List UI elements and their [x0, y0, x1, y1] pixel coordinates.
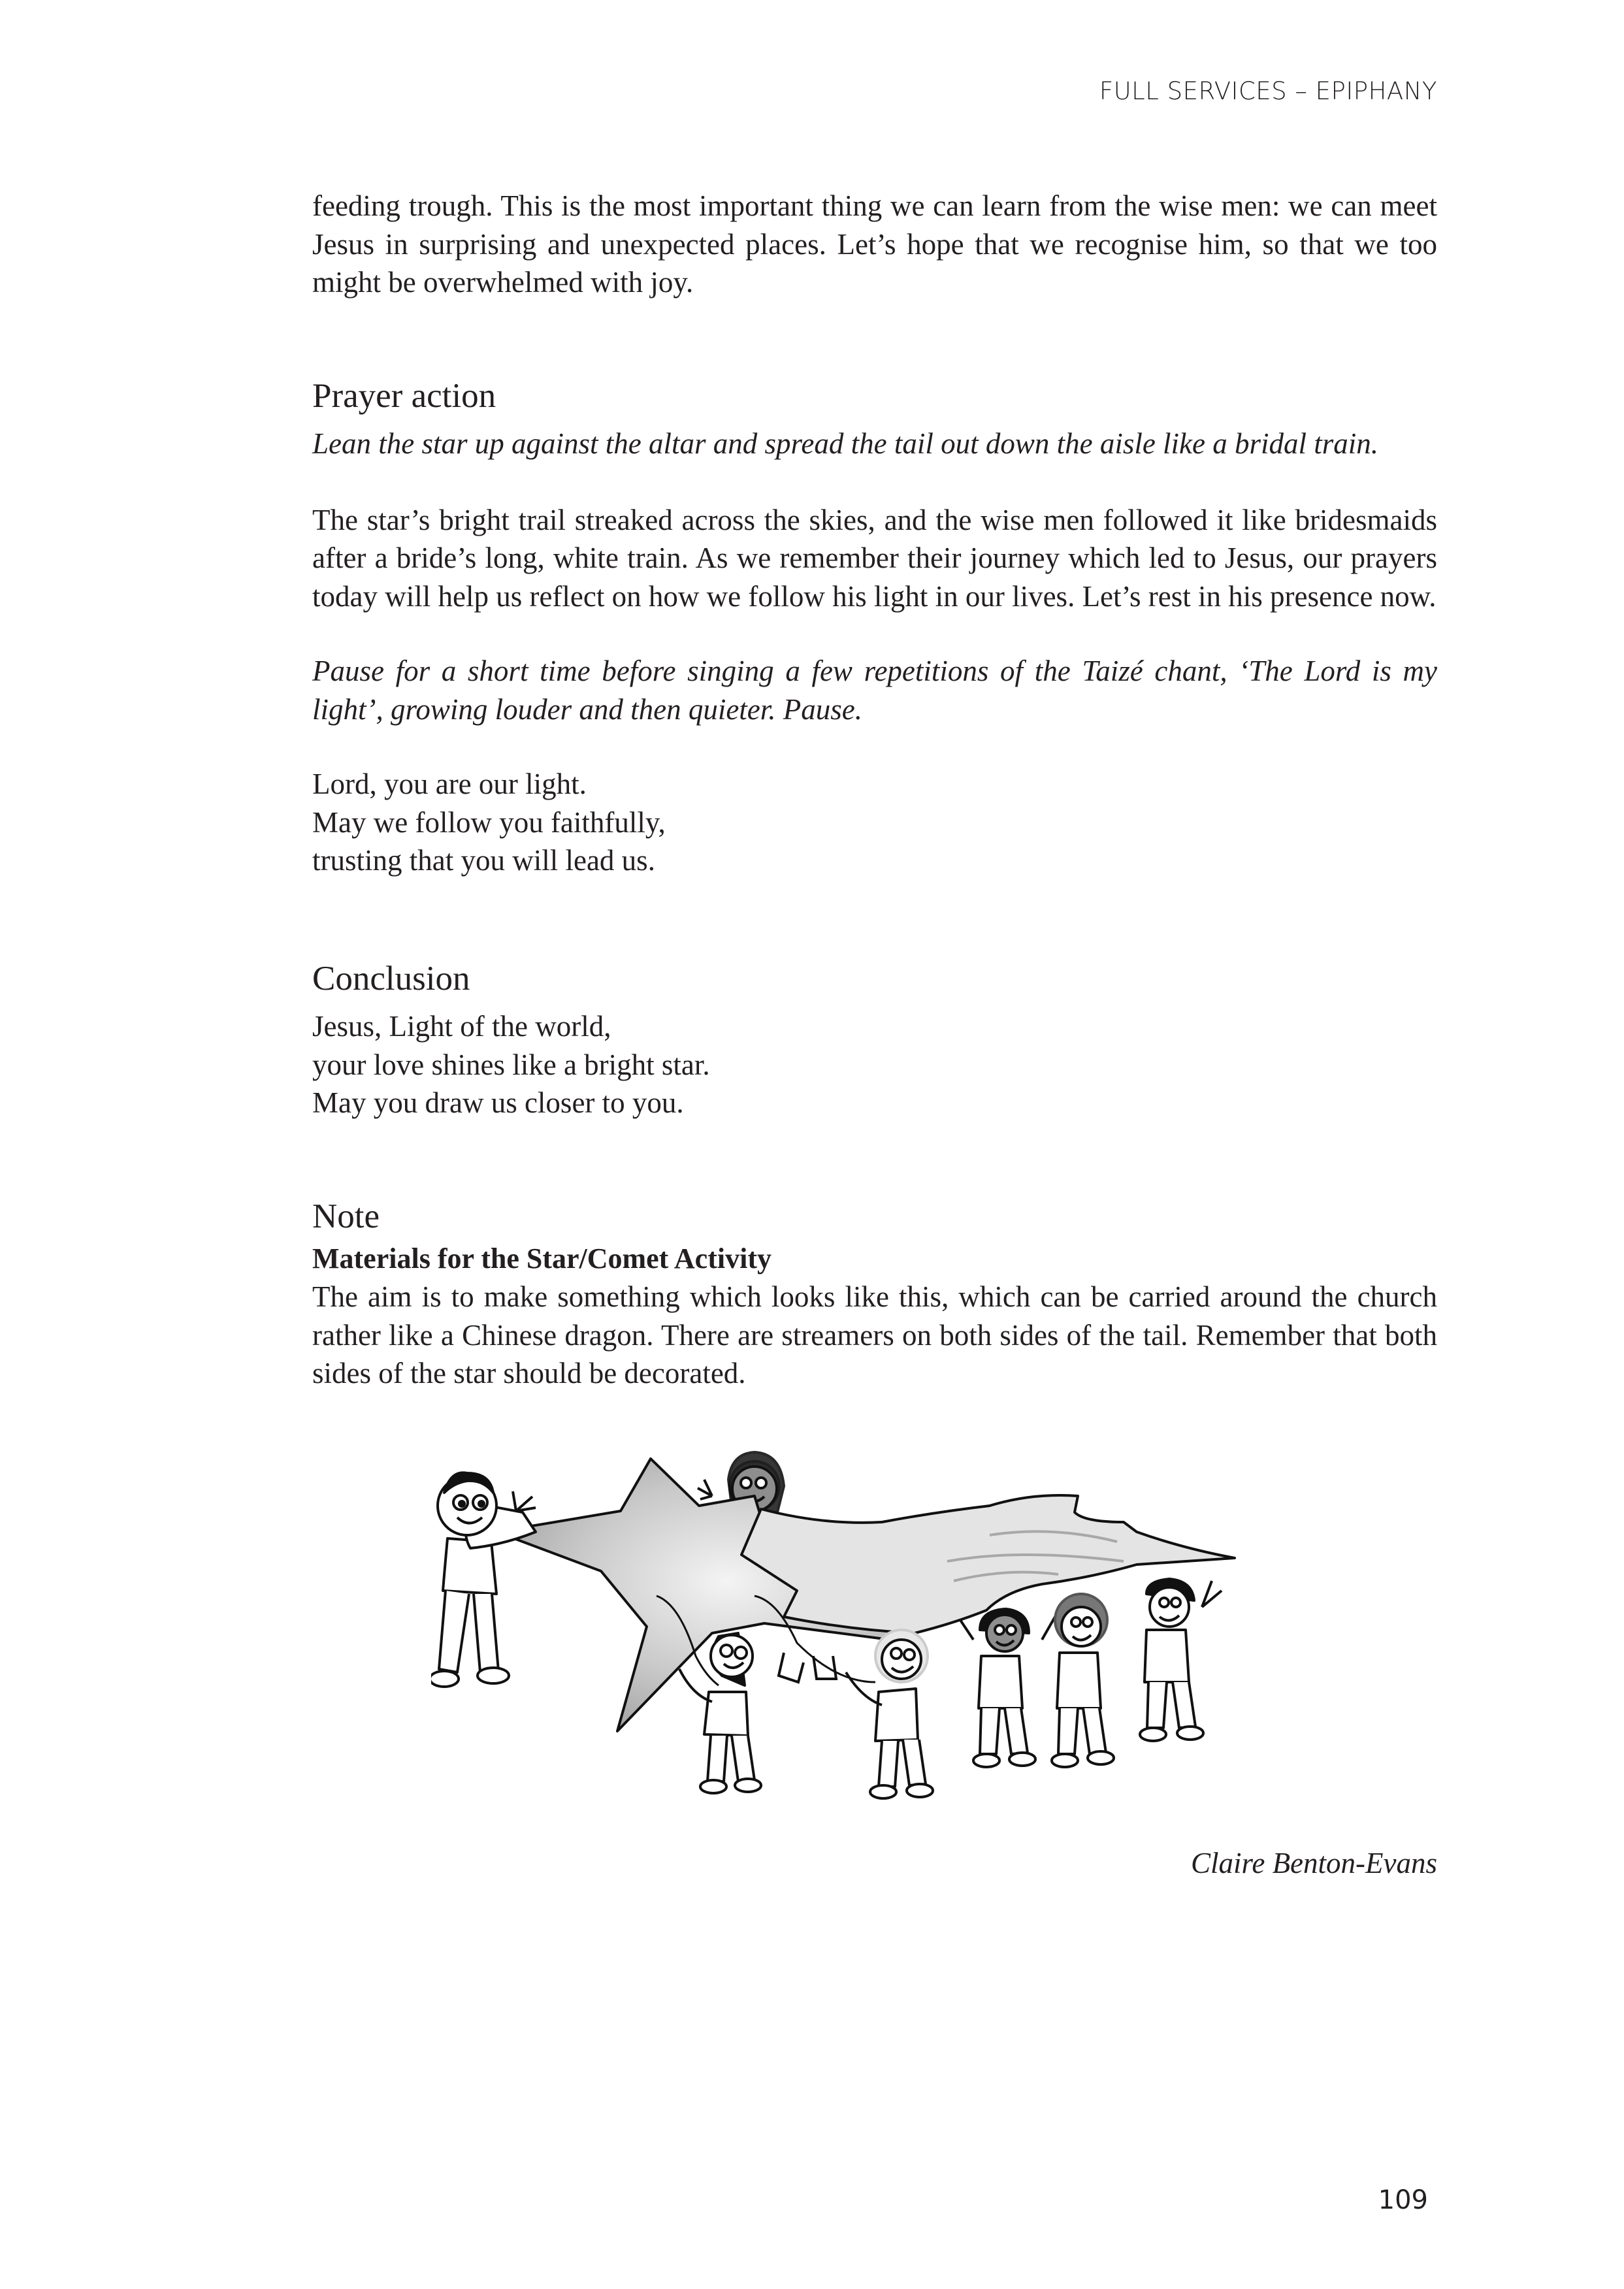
conclusion-line: Jesus, Light of the world, [312, 1010, 611, 1043]
note-heading: Note [312, 1197, 380, 1235]
intro-paragraph: feeding trough. This is the most important thing we can learn from the wise men: we can meet Jesus in surprising and unexpected places. Let’s hope that we recognise him, so that we too might be overwhelmed with joy. [312, 189, 1437, 299]
note-section [312, 1195, 1437, 1393]
prayer-action-heading: Prayer action [312, 377, 496, 415]
author-attribution: Claire Benton-Evans [1190, 1847, 1437, 1879]
child-figure [679, 1633, 761, 1793]
child-figure [960, 1609, 1055, 1767]
prayer-line: Lord, you are our light. [312, 768, 587, 800]
page-number: 109 [1378, 2185, 1428, 2215]
child-figure [431, 1472, 536, 1687]
conclusion-lines [312, 1007, 1437, 1122]
star-comet-illustration [431, 1434, 1339, 1800]
conclusion-line: May you draw us closer to you. [312, 1086, 684, 1119]
prayer-action-paragraph: The star’s bright trail streaked across the skies, and the wise men followed it like bridesmaids after a bride’s long, white train. As we remember their journey which led to Jesus, our prayers today will help us reflect on how we follow his light in our lives. Let’s rest in his presence now. [312, 503, 1437, 613]
conclusion-heading: Conclusion [312, 960, 470, 998]
note-paragraph: The aim is to make something which looks like this, which can be carried around the church rather like a Chinese dragon. There are streamers on both sides of the tail. Remember that both sides of the star should be decorated. [312, 1280, 1437, 1389]
prayer-line: May we follow you faithfully, [312, 805, 666, 839]
prayer-line: trusting that you will lead us. [312, 844, 655, 877]
running-head: FULL SERVICES – EPIPHANY [1099, 77, 1437, 105]
child-figure [846, 1630, 933, 1798]
prayer-lines [312, 765, 1437, 880]
child-figure [1052, 1594, 1114, 1767]
pause-instruction: Pause for a short time before singing a few repetitions of the Taizé chant, ‘The Lord is my light’, growing louder and then quieter. Pause. [312, 655, 1437, 726]
note-subheading: Materials for the Star/Comet Activity [312, 1242, 771, 1274]
conclusion-section [312, 958, 1437, 1122]
child-figure [1140, 1579, 1222, 1741]
star-comet-drawing [431, 1434, 1339, 1800]
conclusion-line: your love shines like a bright star. [312, 1048, 710, 1081]
prayer-action-instruction: Lean the star up against the altar and spread the tail out down the aisle like a bridal train. [312, 427, 1379, 460]
prayer-action-section [312, 375, 1437, 880]
intro-section [312, 187, 1437, 302]
